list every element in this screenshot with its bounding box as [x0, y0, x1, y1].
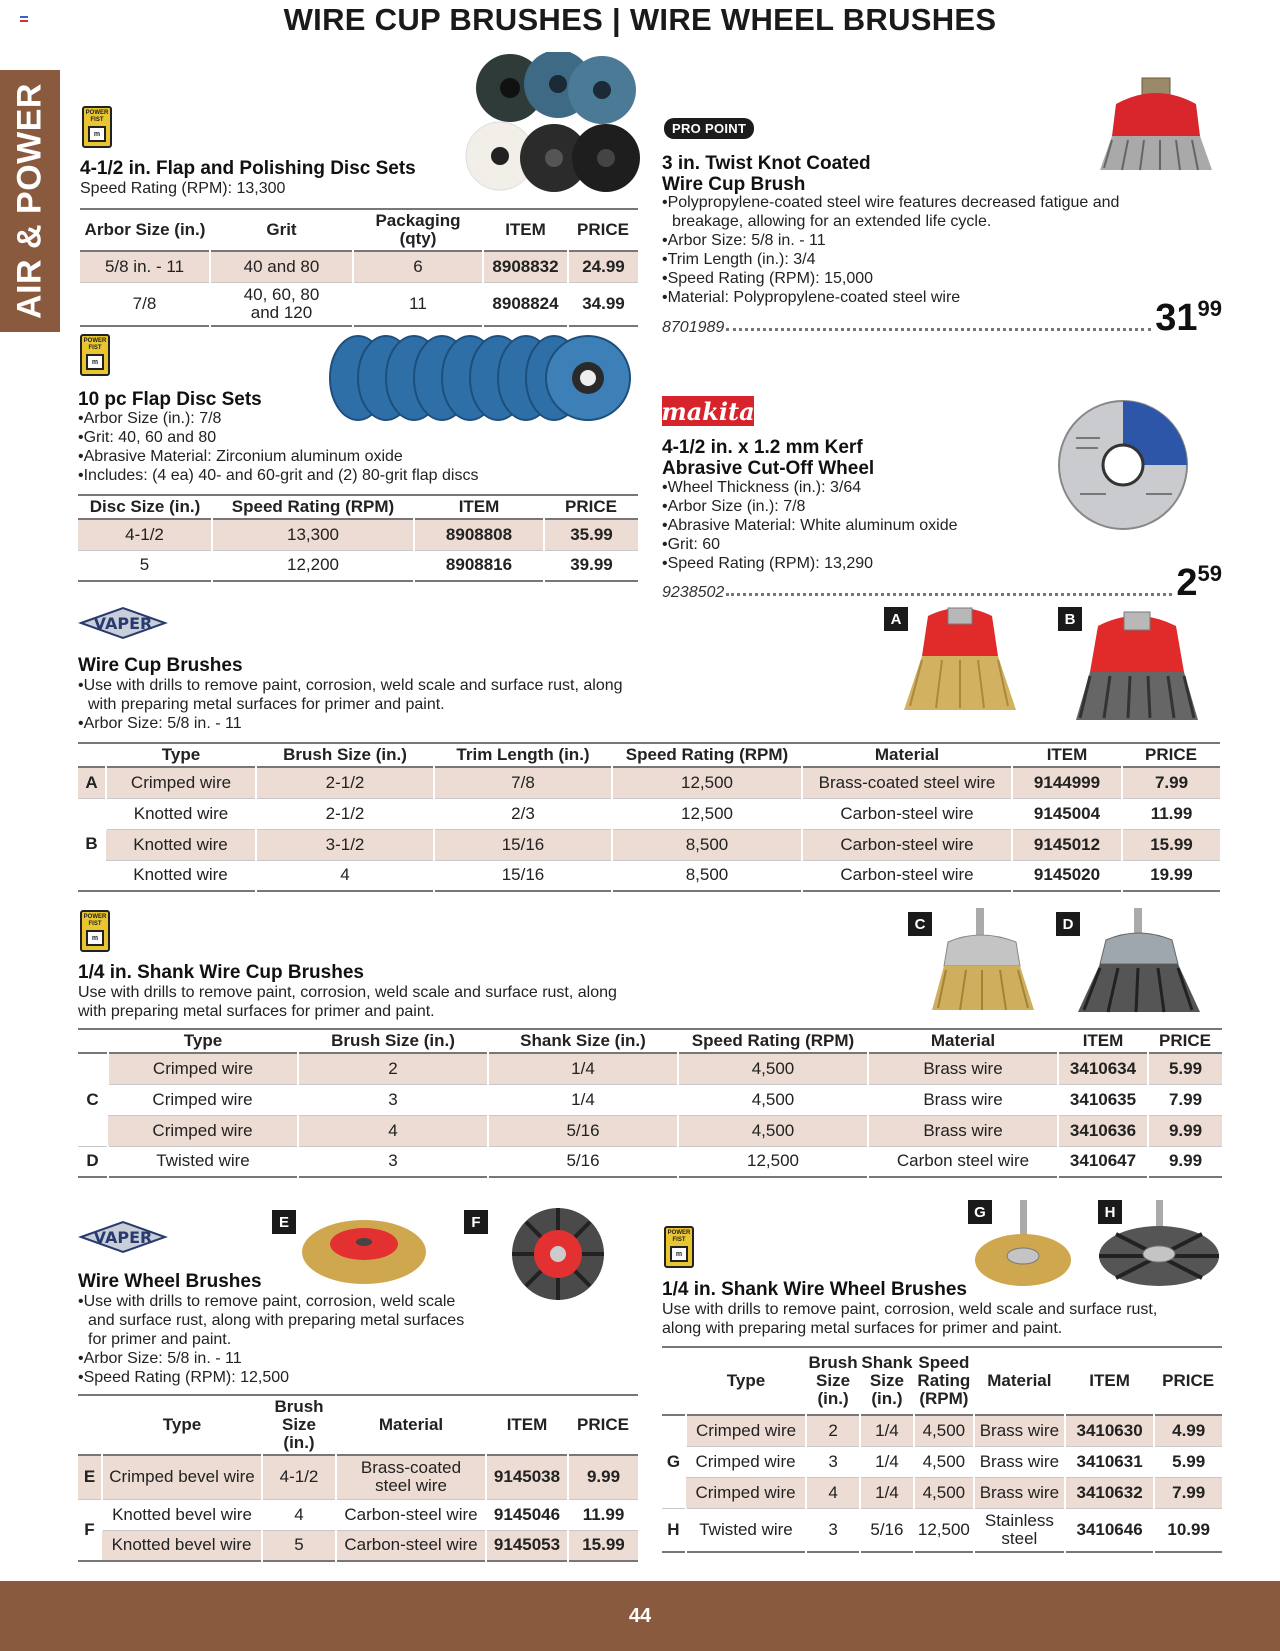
cell-speed: 8,500: [612, 860, 802, 891]
power-fist-logo-mark: m: [86, 930, 104, 946]
cell-material: Carbon-steel wire: [336, 1499, 486, 1530]
sku-number: 8701989: [662, 319, 725, 336]
cell-type: Twisted wire: [686, 1508, 806, 1552]
table-row: [78, 829, 1220, 860]
cell-brush-size: 4-1/2: [262, 1455, 336, 1499]
col-header: [662, 1347, 686, 1415]
table-row: [78, 1084, 1222, 1115]
cell-brush-size: 4: [806, 1477, 860, 1508]
table-row: [78, 1455, 638, 1499]
table-header: [662, 1347, 1222, 1415]
cell-qty: 11: [353, 282, 483, 326]
cell-speed: 4,500: [914, 1446, 974, 1477]
power-fist-logo: [82, 106, 112, 148]
vaper-logo: [78, 606, 168, 640]
cell-price: 39.99: [544, 550, 638, 581]
bullet-item: •Arbor Size (in.): 7/8: [78, 410, 222, 427]
cell-shank: 1/4: [488, 1053, 678, 1084]
col-header: Speed Rating (RPM): [625, 745, 789, 764]
col-header: Grit: [266, 220, 297, 239]
price-line: [662, 290, 1222, 337]
bullet-item: •Arbor Size: 5/8 in. - 11: [78, 715, 242, 732]
cell-item: 3410630: [1065, 1415, 1154, 1446]
cell-price: 15.99: [1122, 829, 1220, 860]
cell-trim: 2/3: [434, 798, 612, 829]
cell-disc-size: 4-1/2: [78, 519, 212, 550]
cell-item: 9145004: [1012, 798, 1122, 829]
makita-logo: makita: [661, 396, 755, 426]
cell-group: H: [662, 1508, 686, 1552]
label-h: H: [1098, 1200, 1122, 1224]
label-d: D: [1056, 912, 1080, 936]
cell-price: 10.99: [1154, 1508, 1222, 1552]
cell-brush-size: 2: [298, 1053, 488, 1084]
cell-material: Carbon-steel wire: [802, 860, 1012, 891]
col-header: Shank Size (in.): [861, 1353, 913, 1408]
col-header: ITEM: [458, 497, 500, 516]
cell-brush-size: 5: [262, 1530, 336, 1561]
cell-type: Crimped wire: [108, 1115, 298, 1146]
cell-brush-size: 4: [262, 1499, 336, 1530]
cell-price: 9.99: [1148, 1146, 1222, 1177]
col-header: Packaging (qty): [375, 211, 461, 248]
price-dollars: 31: [1155, 297, 1198, 339]
table-row: [78, 798, 1220, 829]
page-number: 44: [628, 1604, 652, 1627]
cell-brush-size: 3: [806, 1508, 860, 1552]
cell-price: 7.99: [1122, 767, 1220, 798]
table-header: [78, 1395, 638, 1455]
cell-brush-size: 4: [256, 860, 434, 891]
cell-trim: 7/8: [434, 767, 612, 798]
cell-speed: 12,200: [212, 550, 414, 581]
label-e: E: [272, 1210, 296, 1234]
power-fist-logo-mark: m: [670, 1246, 688, 1262]
cell-item: 9145053: [486, 1530, 568, 1561]
cell-item: 8908824: [483, 282, 568, 326]
pro-point-logo: PRO POINT: [664, 118, 754, 139]
vaper-logo: [78, 1220, 168, 1254]
cell-group: G: [662, 1415, 686, 1508]
cell-item: 3410646: [1065, 1508, 1154, 1552]
shank-crimped-cup-image: [926, 908, 1038, 1018]
table-header: [78, 743, 1220, 767]
cell-material: Brass wire: [974, 1415, 1065, 1446]
col-header: Shank Size (in.): [520, 1031, 646, 1050]
col-header: Material: [378, 1415, 444, 1434]
cell-item: 3410634: [1058, 1053, 1148, 1084]
table-row: [78, 1499, 638, 1530]
col-header: Material: [987, 1371, 1052, 1390]
power-fist-logo: [664, 1226, 694, 1268]
cell-item: 3410636: [1058, 1115, 1148, 1146]
power-fist-logo-text: POWER FIST: [85, 110, 109, 123]
col-header: Material: [874, 745, 940, 764]
section-tab: [0, 70, 60, 332]
cell-brush-size: 3: [298, 1084, 488, 1115]
cell-price: 9.99: [1148, 1115, 1222, 1146]
col-header: Material: [930, 1031, 996, 1050]
col-header: Speed Rating (RPM): [691, 1031, 855, 1050]
price-cents: 59: [1197, 561, 1222, 586]
price-dollars: 2: [1176, 562, 1198, 604]
label-f: F: [464, 1210, 488, 1234]
cell-type: Knotted wire: [133, 865, 228, 885]
cell-speed: 12,500: [612, 767, 802, 798]
col-header: Brush Size (in.): [331, 1031, 455, 1050]
table-row: [78, 767, 1220, 798]
cell-grit: 40, 60, 80 and 120: [210, 282, 353, 326]
cell-price: 7.99: [1148, 1084, 1222, 1115]
table-flap-polishing: [80, 208, 638, 327]
cell-material: Stainless steel: [974, 1508, 1065, 1552]
cell-item: 3410632: [1065, 1477, 1154, 1508]
cell-material: Brass wire: [868, 1115, 1058, 1146]
cell-item: 3410647: [1058, 1146, 1148, 1177]
cell-group: F: [78, 1499, 102, 1561]
col-header: Speed Rating (RPM): [231, 497, 395, 516]
cell-price: 24.99: [568, 251, 638, 282]
col-header: ITEM: [1046, 745, 1088, 764]
cell-material: Carbon-steel wire: [336, 1530, 486, 1561]
crimped-cup-brush-image: [898, 606, 1022, 720]
product-bullets: [78, 676, 638, 733]
col-header: PRICE: [577, 1415, 629, 1434]
cell-disc-size: 5: [139, 555, 150, 575]
col-header: Brush Size (in.): [274, 1397, 324, 1452]
table-row: [78, 550, 638, 581]
product-speed-rating: Speed Rating (RPM): 13,300: [80, 180, 286, 197]
cell-speed: 4,500: [914, 1477, 974, 1508]
table-row: [78, 1053, 1222, 1084]
cell-brush-size: 3-1/2: [256, 829, 434, 860]
cell-brush-size: 3: [806, 1446, 860, 1477]
table-row: [80, 251, 638, 282]
cell-price: 34.99: [568, 282, 638, 326]
col-header: [78, 1395, 102, 1455]
bullet-item: •Abrasive Material: White aluminum oxide: [662, 517, 958, 534]
cell-speed: 4,500: [914, 1415, 974, 1446]
sku-number: 9238502: [662, 584, 725, 601]
cell-speed: 12,500: [678, 1146, 868, 1177]
product-bullets: [78, 409, 638, 485]
price-tag: [1155, 290, 1222, 337]
cell-speed: 12,500: [612, 798, 802, 829]
cell-item: 9145038: [486, 1455, 568, 1499]
cell-shank: 1/4: [860, 1415, 914, 1446]
cell-item: 9145020: [1012, 860, 1122, 891]
bullet-item: •Speed Rating (RPM): 12,500: [78, 1369, 290, 1386]
cell-group: B: [78, 798, 106, 891]
bullet-item: •Abrasive Material: Zirconium aluminum oxide: [78, 448, 403, 465]
knotted-bevel-wheel-image: [496, 1206, 620, 1302]
bullet-item: •Trim Length (in.): 3/4: [662, 251, 816, 268]
cell-type: Crimped wire: [106, 767, 256, 798]
product-title-line: 3 in. Twist Knot Coated: [662, 153, 871, 174]
col-header: PRICE: [577, 220, 629, 239]
page-footer: [0, 1581, 1280, 1651]
cell-material: Brass-coated steel wire: [336, 1455, 486, 1499]
col-header: PRICE: [1159, 1031, 1211, 1050]
polishing-disc-image: [462, 52, 642, 198]
table-row: [78, 1115, 1222, 1146]
price-cents: 99: [1197, 296, 1222, 321]
dot-leader: [726, 328, 1151, 331]
col-header: Type: [183, 1031, 223, 1050]
cell-shank: 5/16: [860, 1508, 914, 1552]
bullet-item: •Arbor Size: 5/8 in. - 11: [78, 1350, 242, 1367]
product-title-10pc-flap: 10 pc Flap Disc Sets: [78, 389, 262, 410]
cell-item: 3410635: [1058, 1084, 1148, 1115]
col-header: Brush Size (in.): [283, 745, 407, 764]
cell-material: Brass wire: [868, 1084, 1058, 1115]
bullet-item: •Wheel Thickness (in.): 3/64: [662, 479, 862, 496]
col-header: Trim Length (in.): [456, 745, 590, 764]
power-fist-logo: [80, 334, 110, 376]
cell-qty: 6: [353, 251, 483, 282]
cell-price: 9.99: [568, 1455, 638, 1499]
product-title-line: Abrasive Cut-Off Wheel: [662, 458, 875, 479]
cell-type: Knotted bevel wire: [102, 1499, 262, 1530]
col-header: Type: [161, 745, 201, 764]
label-a: A: [884, 607, 908, 631]
table-header: [80, 209, 638, 251]
shank-twisted-cup-image: [1074, 908, 1204, 1020]
col-header: Type: [162, 1415, 202, 1434]
cell-material: Brass-coated steel wire: [802, 767, 1012, 798]
cell-price: 5.99: [1154, 1446, 1222, 1477]
cell-material: Brass wire: [868, 1053, 1058, 1084]
cell-shank: 5/16: [488, 1115, 678, 1146]
cell-speed: 13,300: [212, 519, 414, 550]
cell-material: Carbon-steel wire: [802, 798, 1012, 829]
cell-price: 11.99: [1122, 798, 1220, 829]
table-row: [662, 1446, 1222, 1477]
col-header: Brush Size (in.): [808, 1353, 858, 1408]
cell-speed: 4,500: [678, 1115, 868, 1146]
section-tab-label: AIR & POWER: [10, 83, 49, 319]
bullet-item: •Use with drills to remove paint, corrosion, weld scale and surface rust, along with preparing metal surfaces for primer and paint.: [78, 677, 623, 713]
product-title-line: 4-1/2 in. x 1.2 mm Kerf: [662, 437, 863, 458]
cell-type: Crimped wire: [695, 1451, 796, 1471]
col-header: [78, 1029, 108, 1053]
table-header: [78, 1029, 1222, 1053]
cell-material: Brass wire: [974, 1446, 1065, 1477]
cell-brush-size: 3: [298, 1146, 488, 1177]
cell-trim: 15/16: [434, 829, 612, 860]
cell-price: 7.99: [1154, 1477, 1222, 1508]
cell-item: 8908832: [483, 251, 568, 282]
product-title-wire-cup: Wire Cup Brushes: [78, 655, 243, 676]
col-header: PRICE: [1162, 1371, 1215, 1390]
col-header: ITEM: [1082, 1031, 1124, 1050]
cell-brush-size: 2-1/2: [256, 767, 434, 798]
col-header: [78, 743, 106, 767]
product-description: Use with drills to remove paint, corrosion, weld scale and surface rust, along with preparing metal surfaces for primer and paint.: [662, 1301, 1158, 1337]
col-header: Speed Rating (RPM): [917, 1353, 971, 1408]
vaper-logo-text: VAPER: [93, 614, 153, 633]
product-title-shank-wire-cup: 1/4 in. Shank Wire Cup Brushes: [78, 962, 364, 983]
table-row: [662, 1508, 1222, 1552]
cell-item: 8908816: [414, 550, 544, 581]
bullet-item: •Grit: 60: [662, 536, 721, 553]
twist-knot-brush-image: [1096, 74, 1216, 186]
cell-type: Crimped bevel wire: [102, 1455, 262, 1499]
dot-leader: [726, 593, 1172, 596]
cell-type: Crimped wire: [152, 1089, 253, 1109]
cell-material: Carbon-steel wire: [802, 829, 1012, 860]
col-header: PRICE: [1145, 745, 1197, 764]
table-row: [78, 519, 638, 550]
cell-item: 3410631: [1065, 1446, 1154, 1477]
cell-type: Crimped wire: [686, 1477, 806, 1508]
bullet-item: •Material: Polypropylene-coated steel wire: [662, 289, 961, 306]
cell-group: A: [78, 767, 106, 798]
table-wire-cup: [78, 742, 1220, 892]
label-b: B: [1058, 607, 1082, 631]
power-fist-logo-mark: m: [88, 126, 106, 142]
col-header: PRICE: [565, 497, 617, 516]
col-header: Disc Size (in.): [89, 497, 201, 516]
cut-off-wheel-image: [1056, 398, 1190, 532]
cell-type: Twisted wire: [108, 1146, 298, 1177]
col-header: Arbor Size (in.): [84, 220, 206, 239]
cell-group: D: [78, 1146, 108, 1177]
cell-type: Knotted wire: [106, 829, 256, 860]
cell-material: Brass wire: [974, 1477, 1065, 1508]
label-c: C: [908, 912, 932, 936]
col-header: ITEM: [1089, 1371, 1130, 1390]
table-row: [80, 282, 638, 326]
cell-type: Knotted wire: [106, 798, 256, 829]
vaper-logo-text: VAPER: [93, 1228, 153, 1247]
table-row: [662, 1415, 1222, 1446]
power-fist-logo: [80, 910, 110, 952]
cell-arbor: 7/8: [132, 293, 157, 313]
cell-material: Carbon steel wire: [868, 1146, 1058, 1177]
product-title-twist-knot: [662, 153, 871, 195]
cell-price: 4.99: [1154, 1415, 1222, 1446]
cell-price: 5.99: [1148, 1053, 1222, 1084]
table-shank-wire-cup: [78, 1028, 1222, 1178]
bullet-item: •Use with drills to remove paint, corrosion, weld scale and surface rust, along with preparing metal surfaces for primer and paint.: [78, 1293, 465, 1348]
cell-trim: 15/16: [434, 860, 612, 891]
table-wire-wheel: [78, 1394, 638, 1562]
crimped-bevel-wheel-image: [298, 1212, 430, 1288]
table-header: [78, 495, 638, 519]
col-header: ITEM: [506, 1415, 548, 1434]
cell-shank: 1/4: [860, 1477, 914, 1508]
bullet-item: •Grit: 40, 60 and 80: [78, 429, 217, 446]
cell-type: Crimped wire: [108, 1053, 298, 1084]
table-row: [78, 1146, 1222, 1177]
cell-item: 8908808: [414, 519, 544, 550]
price-line: [662, 555, 1222, 602]
product-bullets: [78, 1292, 478, 1387]
table-10pc-flap: [78, 494, 638, 582]
power-fist-logo-text: POWER FIST: [83, 338, 107, 351]
bullet-item: •Polypropylene-coated steel wire features decreased fatigue and breakage, allowing for an extended life cycle.: [662, 194, 1120, 230]
shank-crimped-wheel-image: [972, 1200, 1074, 1290]
label-g: G: [968, 1200, 992, 1224]
bullet-item: •Arbor Size (in.): 7/8: [662, 498, 806, 515]
col-header: ITEM: [505, 220, 546, 239]
bullet-item: •Speed Rating (RPM): 15,000: [662, 270, 874, 287]
cell-type: Knotted bevel wire: [102, 1530, 262, 1561]
cell-speed: 8,500: [612, 829, 802, 860]
cell-price: 19.99: [1122, 860, 1220, 891]
power-fist-logo-text: POWER FIST: [667, 1230, 691, 1243]
cell-arbor: 5/8 in. - 11: [80, 251, 210, 282]
cell-shank: 5/16: [488, 1146, 678, 1177]
cell-group: E: [78, 1455, 102, 1499]
cell-item: 9144999: [1012, 767, 1122, 798]
power-fist-logo-text: POWER FIST: [83, 914, 107, 927]
bullet-item: •Speed Rating (RPM): 13,290: [662, 555, 874, 572]
product-title-flap-polishing: 4-1/2 in. Flap and Polishing Disc Sets: [80, 158, 416, 179]
cell-speed: 4,500: [678, 1053, 868, 1084]
product-description: Use with drills to remove paint, corrosion, weld scale and surface rust, along with preparing metal surfaces for primer and paint.: [78, 984, 617, 1020]
col-header: Type: [726, 1371, 766, 1390]
cell-brush-size: 2-1/2: [256, 798, 434, 829]
cell-speed: 4,500: [678, 1084, 868, 1115]
price-tag: [1176, 555, 1222, 602]
cell-grit: 40 and 80: [210, 251, 353, 282]
cell-shank: 1/4: [860, 1446, 914, 1477]
knotted-cup-brush-image: [1072, 606, 1202, 730]
cell-item: 9145046: [486, 1499, 568, 1530]
product-title-line: Wire Cup Brush: [662, 174, 806, 195]
cell-brush-size: 2: [806, 1415, 860, 1446]
cell-brush-size: 4: [298, 1115, 488, 1146]
product-title-wire-wheel: Wire Wheel Brushes: [78, 1271, 262, 1292]
shank-twisted-wheel-image: [1096, 1200, 1222, 1290]
table-row: [662, 1477, 1222, 1508]
page-title: WIRE CUP BRUSHES | WIRE WHEEL BRUSHES: [283, 2, 997, 37]
table-row: [78, 860, 1220, 891]
cell-speed: 12,500: [914, 1508, 974, 1552]
table-row: [78, 1530, 638, 1561]
cell-shank: 1/4: [488, 1084, 678, 1115]
power-fist-logo-mark: m: [86, 354, 104, 370]
product-title-shank-wire-wheel: 1/4 in. Shank Wire Wheel Brushes: [662, 1279, 967, 1300]
table-shank-wire-wheel: [662, 1346, 1222, 1553]
cell-item: 9145012: [1012, 829, 1122, 860]
cell-price: 35.99: [544, 519, 638, 550]
bullet-item: •Includes: (4 ea) 40- and 60-grit and (2) 80-grit flap discs: [78, 467, 479, 484]
bullet-item: •Arbor Size: 5/8 in. - 11: [662, 232, 826, 249]
cell-group: C: [78, 1053, 108, 1146]
cell-price: 15.99: [568, 1530, 638, 1561]
cell-type: Crimped wire: [686, 1415, 806, 1446]
product-title-cut-off-wheel: [662, 437, 874, 479]
cell-price: 11.99: [568, 1499, 638, 1530]
